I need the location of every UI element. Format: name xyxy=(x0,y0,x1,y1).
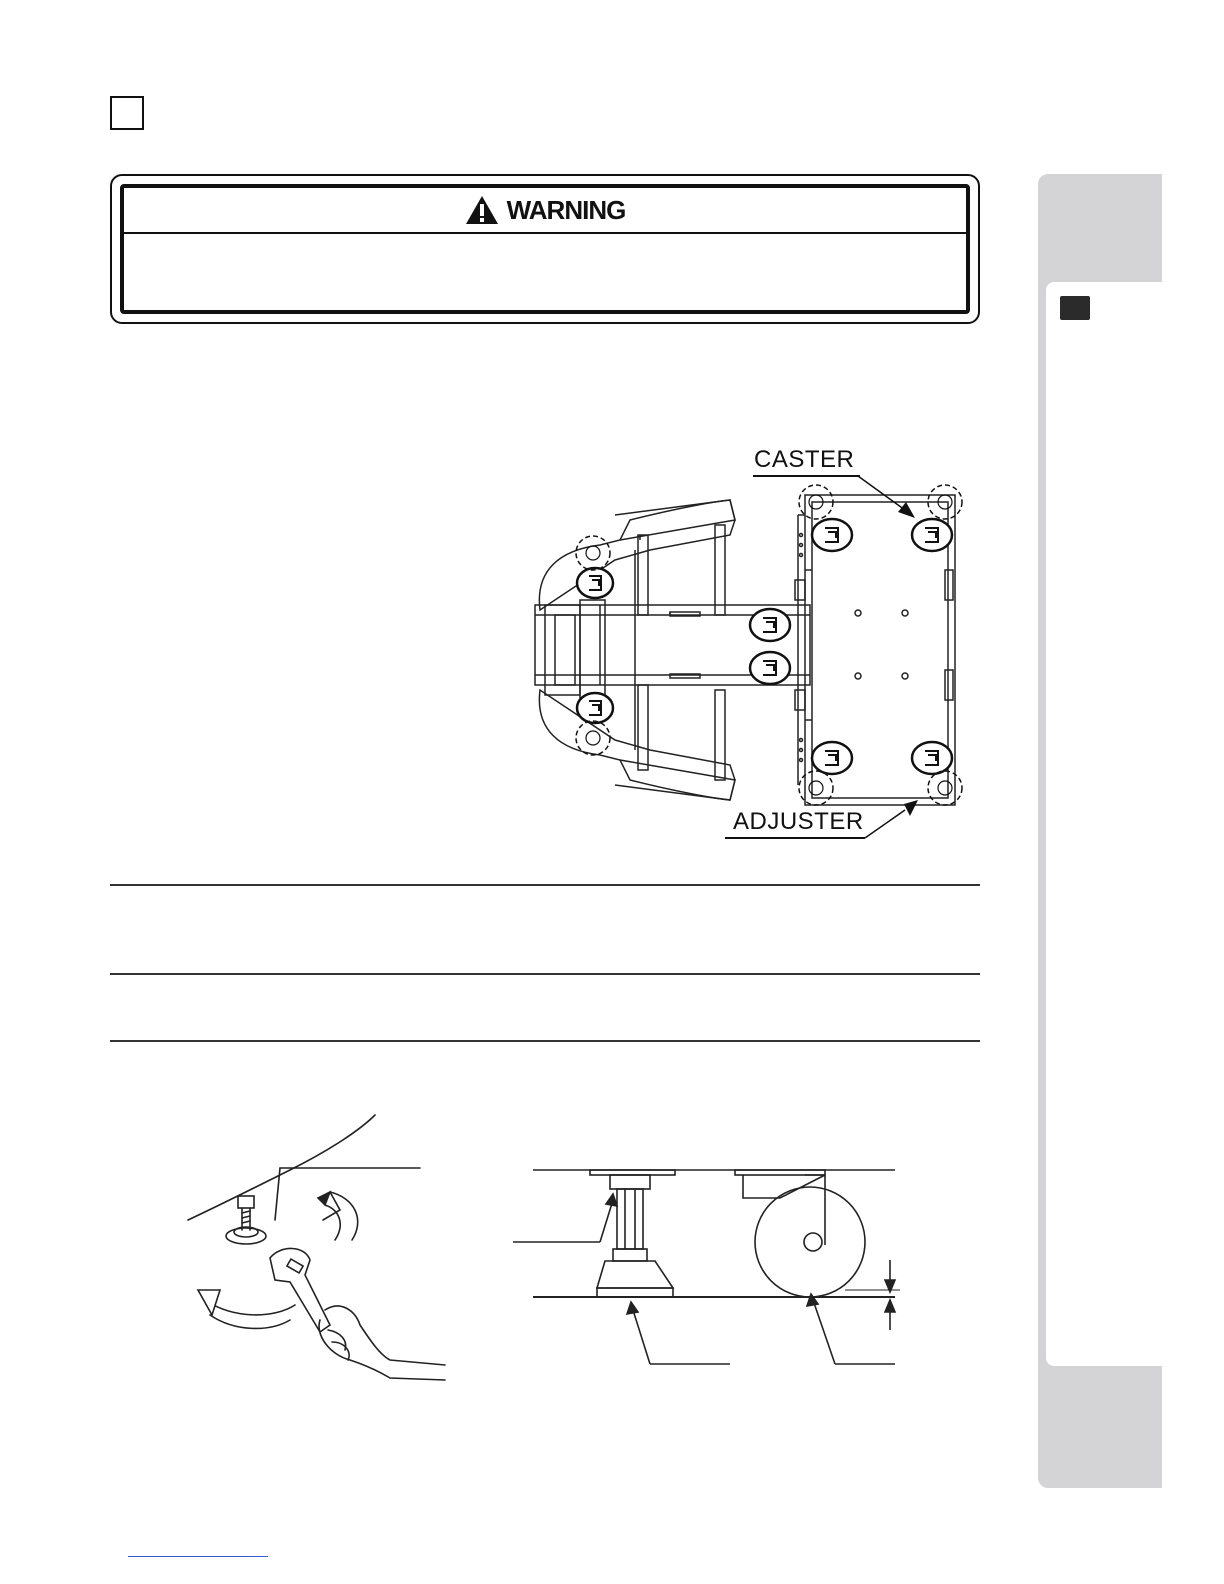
warning-heading: WARNING xyxy=(506,194,626,225)
footer-link-underline[interactable] xyxy=(128,1556,268,1557)
rule-2 xyxy=(110,973,980,975)
warning-header xyxy=(124,188,966,234)
chapter-side-tab-panel xyxy=(1046,282,1162,1366)
rule-3 xyxy=(110,1040,980,1042)
rule-1 xyxy=(110,884,980,886)
caster-label: CASTER xyxy=(754,446,855,473)
section-number-box xyxy=(110,96,144,130)
adjuster-label: ADJUSTER xyxy=(733,808,864,835)
warning-box-inner xyxy=(120,184,970,314)
chapter-side-badge xyxy=(1060,296,1090,320)
machine-top-view-diagram xyxy=(520,440,990,850)
wrench-adjusting-illustration xyxy=(180,1110,450,1390)
warning-triangle-icon xyxy=(465,195,499,225)
warning-box xyxy=(110,174,980,324)
adjuster-caster-side-view xyxy=(505,1160,925,1375)
